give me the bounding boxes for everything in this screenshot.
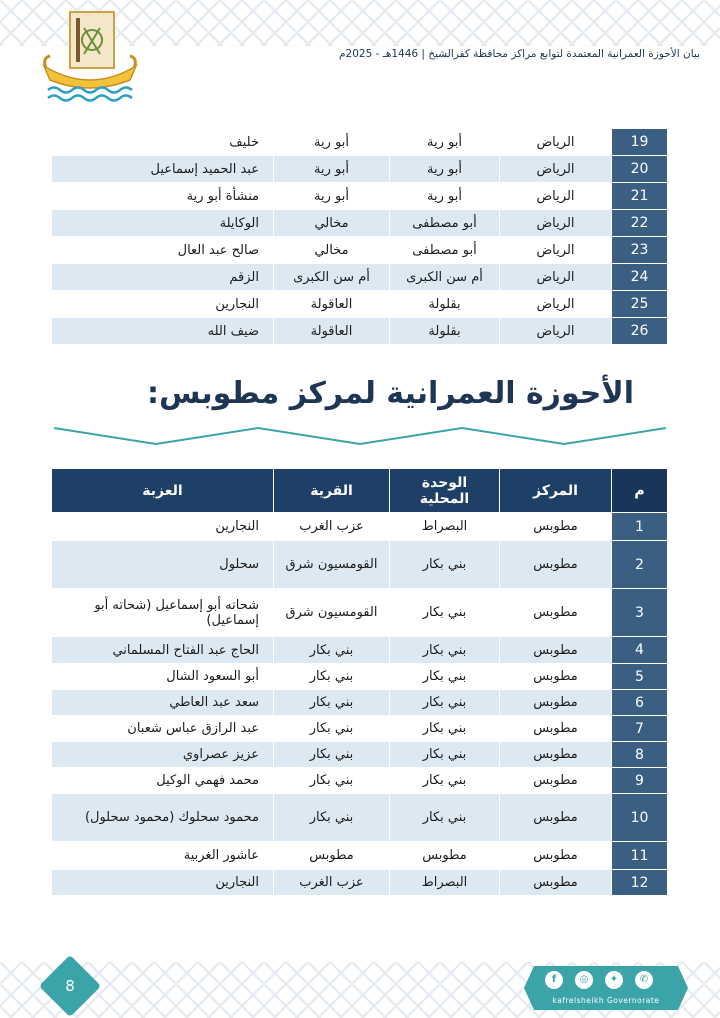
cell-wehda: بقلولة: [390, 318, 500, 345]
cell-wehda: بقلولة: [390, 291, 500, 318]
table-row: [52, 210, 668, 237]
cell-qarya: العاقولة: [274, 291, 390, 318]
header-markaz: المركز: [500, 469, 612, 513]
instagram-icon[interactable]: ◎: [575, 971, 593, 989]
cell-num: 9: [612, 768, 668, 794]
cell-markaz: مطوبس: [500, 842, 612, 870]
cell-num: 1: [612, 513, 668, 541]
cell-wehda: بني بكار: [390, 637, 500, 664]
cell-markaz: مطوبس: [500, 870, 612, 896]
cell-qarya: أبو رية: [274, 129, 390, 156]
table-row: [52, 183, 668, 210]
table-header-row: [52, 469, 668, 513]
cell-wehda: أبو مصطفى: [390, 210, 500, 237]
cell-ezba: ضيف الله: [52, 318, 274, 345]
facebook-icon[interactable]: f: [545, 971, 563, 989]
cell-num: 3: [612, 589, 668, 637]
cell-ezba: سحلول: [52, 541, 274, 589]
cell-ezba: النجارين: [52, 513, 274, 541]
cell-markaz: الرياض: [500, 291, 612, 318]
cell-qarya: بني بكار: [274, 716, 390, 742]
cell-qarya: بني بكار: [274, 690, 390, 716]
table-row: [52, 264, 668, 291]
twitter-icon[interactable]: ✦: [605, 971, 623, 989]
cell-qarya: العاقولة: [274, 318, 390, 345]
cell-markaz: مطوبس: [500, 541, 612, 589]
cell-num: 21: [612, 183, 668, 210]
cell-num: 10: [612, 794, 668, 842]
cell-markaz: الرياض: [500, 129, 612, 156]
table-row: [52, 794, 668, 842]
cell-ezba: صالح عبد العال: [52, 237, 274, 264]
cell-markaz: الرياض: [500, 183, 612, 210]
cell-wehda: بني بكار: [390, 742, 500, 768]
cell-ezba: عبد الحميد إسماعيل: [52, 156, 274, 183]
table-row: [52, 237, 668, 264]
cell-qarya: مخالي: [274, 210, 390, 237]
cell-ezba: أبو السعود الشال: [52, 664, 274, 690]
social-icons: [545, 971, 665, 993]
table-row: [52, 842, 668, 870]
cell-num: 5: [612, 664, 668, 690]
cell-ezba: شحاته أبو إسماعيل (شحاته أبو إسماعيل): [52, 589, 274, 637]
cell-num: 20: [612, 156, 668, 183]
header-wehda: الوحدة المحلية: [390, 469, 500, 513]
cell-qarya: بني بكار: [274, 637, 390, 664]
metobas-table: [51, 468, 668, 896]
table-row: [52, 156, 668, 183]
cell-ezba: النجارين: [52, 870, 274, 896]
cell-markaz: مطوبس: [500, 690, 612, 716]
cell-qarya: بني بكار: [274, 664, 390, 690]
cell-markaz: مطوبس: [500, 768, 612, 794]
header-qarya: القرية: [274, 469, 390, 513]
cell-num: 12: [612, 870, 668, 896]
cell-num: 22: [612, 210, 668, 237]
cell-wehda: بني بكار: [390, 716, 500, 742]
cell-ezba: خليف: [52, 129, 274, 156]
cell-ezba: عاشور الغربية: [52, 842, 274, 870]
table-row: [52, 291, 668, 318]
zigzag-divider: [54, 424, 666, 448]
cell-ezba: عبد الرازق عباس شعبان: [52, 716, 274, 742]
table-row: [52, 716, 668, 742]
cell-qarya: القومسيون شرق: [274, 541, 390, 589]
cell-num: 25: [612, 291, 668, 318]
table-row: [52, 637, 668, 664]
header-ezba: العزبة: [52, 469, 274, 513]
cell-wehda: بني بكار: [390, 664, 500, 690]
cell-num: 4: [612, 637, 668, 664]
continuation-table: [51, 128, 668, 345]
cell-wehda: أم سن الكبرى: [390, 264, 500, 291]
table-row: [52, 541, 668, 589]
cell-qarya: عزب الغرب: [274, 870, 390, 896]
cell-ezba: الحاج عبد الفتاح المسلماني: [52, 637, 274, 664]
cell-wehda: مطوبس: [390, 842, 500, 870]
cell-markaz: مطوبس: [500, 513, 612, 541]
cell-wehda: البصراط: [390, 513, 500, 541]
cell-markaz: مطوبس: [500, 637, 612, 664]
cell-wehda: أبو رية: [390, 156, 500, 183]
social-caption: kafrelsheikh Governorate: [552, 996, 660, 1005]
cell-markaz: مطوبس: [500, 589, 612, 637]
table-row: [52, 513, 668, 541]
cell-qarya: بني بكار: [274, 768, 390, 794]
cell-ezba: محمد فهمي الوكيل: [52, 768, 274, 794]
table-row: [52, 129, 668, 156]
cell-qarya: عزب الغرب: [274, 513, 390, 541]
whatsapp-icon[interactable]: ✆: [635, 971, 653, 989]
cell-ezba: محمود سحلوك (محمود سحلول): [52, 794, 274, 842]
cell-qarya: مخالي: [274, 237, 390, 264]
cell-markaz: مطوبس: [500, 742, 612, 768]
cell-qarya: بني بكار: [274, 794, 390, 842]
cell-qarya: أبو رية: [274, 156, 390, 183]
page-number: 8: [65, 977, 75, 995]
cell-wehda: أبو رية: [390, 129, 500, 156]
cell-num: 23: [612, 237, 668, 264]
cell-ezba: منشأة أبو رية: [52, 183, 274, 210]
cell-wehda: البصراط: [390, 870, 500, 896]
cell-qarya: مطوبس: [274, 842, 390, 870]
cell-markaz: مطوبس: [500, 664, 612, 690]
cell-qarya: القومسيون شرق: [274, 589, 390, 637]
table-row: [52, 690, 668, 716]
cell-wehda: أبو رية: [390, 183, 500, 210]
cell-wehda: بني بكار: [390, 768, 500, 794]
table-row: [52, 768, 668, 794]
cell-num: 11: [612, 842, 668, 870]
cell-qarya: بني بكار: [274, 742, 390, 768]
cell-markaz: مطوبس: [500, 794, 612, 842]
cell-ezba: عزيز عصراوي: [52, 742, 274, 768]
table-row: [52, 589, 668, 637]
header-title: بيان الأحوزة العمرانية المعتمدة لتوابع مراكز محافظة كفرالشيخ | 1446هـ - 2025م: [339, 48, 700, 60]
header-num: م: [612, 469, 668, 513]
cell-markaz: الرياض: [500, 237, 612, 264]
cell-markaz: مطوبس: [500, 716, 612, 742]
cell-num: 19: [612, 129, 668, 156]
cell-markaz: الرياض: [500, 264, 612, 291]
cell-num: 6: [612, 690, 668, 716]
cell-wehda: بني بكار: [390, 541, 500, 589]
cell-ezba: سعد عبد العاطي: [52, 690, 274, 716]
section-title: الأحوزة العمرانية لمركز مطوبس:: [146, 376, 634, 411]
cell-ezba: الوكايلة: [52, 210, 274, 237]
cell-num: 7: [612, 716, 668, 742]
cell-num: 26: [612, 318, 668, 345]
cell-ezba: الزقم: [52, 264, 274, 291]
table-row: [52, 318, 668, 345]
cell-markaz: الرياض: [500, 210, 612, 237]
cell-wehda: بني بكار: [390, 589, 500, 637]
table-row: [52, 870, 668, 896]
cell-wehda: بني بكار: [390, 794, 500, 842]
cell-num: 2: [612, 541, 668, 589]
table-row: [52, 742, 668, 768]
cell-ezba: النجارين: [52, 291, 274, 318]
cell-wehda: أبو مصطفى: [390, 237, 500, 264]
cell-qarya: أبو رية: [274, 183, 390, 210]
cell-markaz: الرياض: [500, 156, 612, 183]
cell-wehda: بني بكار: [390, 690, 500, 716]
cell-num: 8: [612, 742, 668, 768]
governorate-logo-icon: [40, 10, 140, 106]
cell-markaz: الرياض: [500, 318, 612, 345]
table-row: [52, 664, 668, 690]
cell-qarya: أم سن الكبرى: [274, 264, 390, 291]
cell-num: 24: [612, 264, 668, 291]
